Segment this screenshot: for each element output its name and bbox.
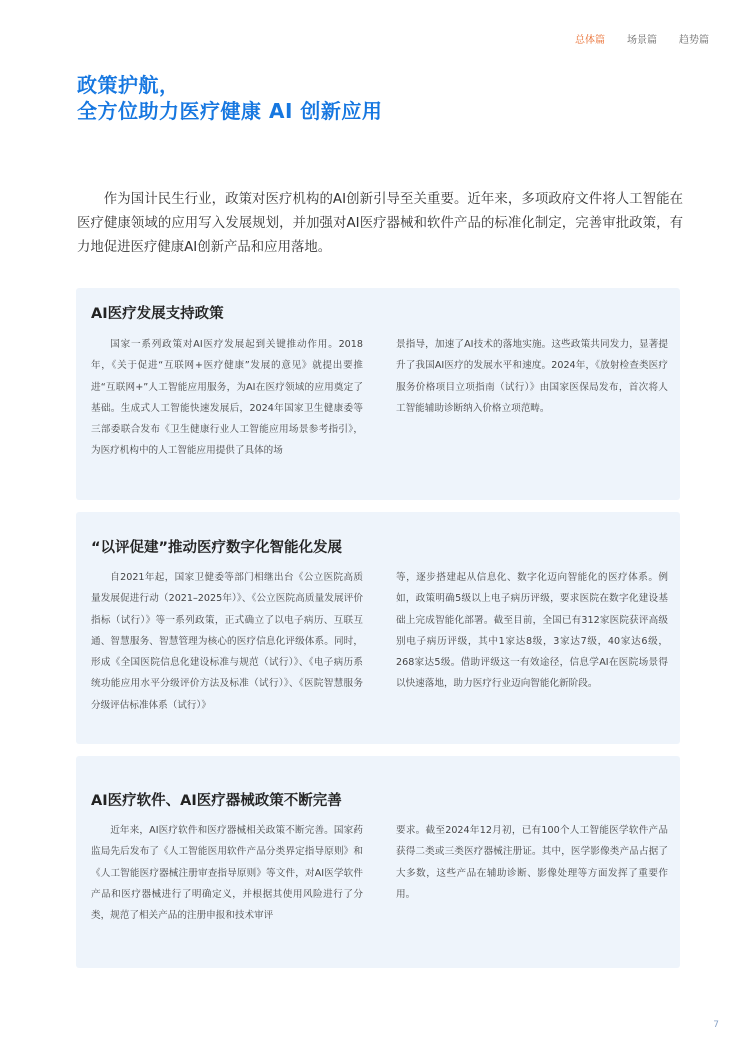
intro-paragraph: 作为国计民生行业，政策对医疗机构的AI创新引导至关重要。近年来，多项政府文件将人工智能在医疗健康领域的应用写入发展规划，并加强对AI医疗器械和软件产品的标准化制定，完善审批政策，有力地促进医疗健康AI创新产品和应用落地。 bbox=[77, 192, 683, 255]
card-heading: “以评促建”推动医疗数字化智能化发展 bbox=[91, 540, 343, 556]
card-text-left: 近年来，AI医疗软件和医疗器械相关政策不断完善。国家药监局先后发布了《人工智能医用软件产品分类界定指导原则》和《人工智能医疗器械注册审查指导原则》等文件，对AI医学软件产品和医疗器械进行了明确定义，并根据其使用风险进行了分类，规范了相关产品的注册申报和技术审评 bbox=[91, 825, 363, 922]
card-heading: AI医疗发展支持政策 bbox=[91, 306, 224, 322]
card-heading: AI医疗软件、AI医疗器械政策不断完善 bbox=[91, 793, 342, 809]
policy-card-ai-medical-support bbox=[76, 288, 680, 500]
card-text-right: 景指导，加速了AI技术的落地实施。这些政策共同发力，显著提升了我国AI医疗的发展水平和速度。2024年，《放射检查类医疗服务价格项目立项指南（试行）》由国家医保局发布，首次将人工智能辅助诊断纳入价格立项范畴。 bbox=[396, 339, 668, 414]
card-text-left: 国家一系列政策对AI医疗发展起到关键推动作用。2018年，《关于促进“互联网+医疗健康”发展的意见》就提出要推进“互联网+”人工智能应用服务，为AI在医疗领域的应用奠定了基础。生成式人工智能快速发展后，2024年国家卫生健康委等三部委联合发布《卫生健康行业人工智能应用场景参考指引》，为医疗机构中的人工智能应用提供了具体的场 bbox=[91, 339, 363, 457]
page-number: 7 bbox=[713, 1020, 719, 1030]
nav-item-overview[interactable]: 总体篇 bbox=[575, 35, 605, 46]
nav-item-trends[interactable]: 趋势篇 bbox=[679, 35, 709, 46]
page-title bbox=[77, 72, 382, 124]
policy-card-software-devices bbox=[76, 756, 680, 968]
card-text-right: 等，逐步搭建起从信息化、数字化迈向智能化的医疗体系。例如，政策明确5级以上电子病历评级，要求医院在数字化建设基础上完成智能化部署。截至目前，全国已有312家医院获评高级别电子病历评级，其中1家达8级，3家达7级，40家达6级，268家达5级。借助评级这一有效途径，信息学AI在医院场景得以快速落地，助力医疗行业迈向智能化新阶段。 bbox=[396, 572, 668, 690]
page-title-line1: 政策护航， bbox=[77, 73, 180, 97]
card-text-left: 自2021年起，国家卫健委等部门相继出台《公立医院高质量发展促进行动（2021–2025年）》、《公立医院高质量发展评价指标（试行）》等一系列政策，正式确立了以电子病历、互联互通、智慧服务、智慧管理为核心的医疗信息化评级体系。同时，形成《全国医院信息化建设标准与规范（试行）》、《电子病历系统功能应用水平分级评价方法及标准（试行）》、《医院智慧服务分级评估标准体系（试行）》 bbox=[91, 572, 363, 711]
page-title-line2: 全方位助力医疗健康 AI 创新应用 bbox=[77, 99, 383, 123]
card-text-right: 要求。截至2024年12月初，已有100个人工智能医学软件产品获得二类或三类医疗器械注册证。其中，医学影像类产品占据了大多数，这些产品在辅助诊断、影像处理等方面发挥了重要作用。 bbox=[396, 825, 668, 900]
section-nav bbox=[575, 31, 709, 46]
nav-item-scenarios[interactable]: 场景篇 bbox=[627, 35, 657, 46]
policy-card-evaluation bbox=[76, 512, 680, 744]
